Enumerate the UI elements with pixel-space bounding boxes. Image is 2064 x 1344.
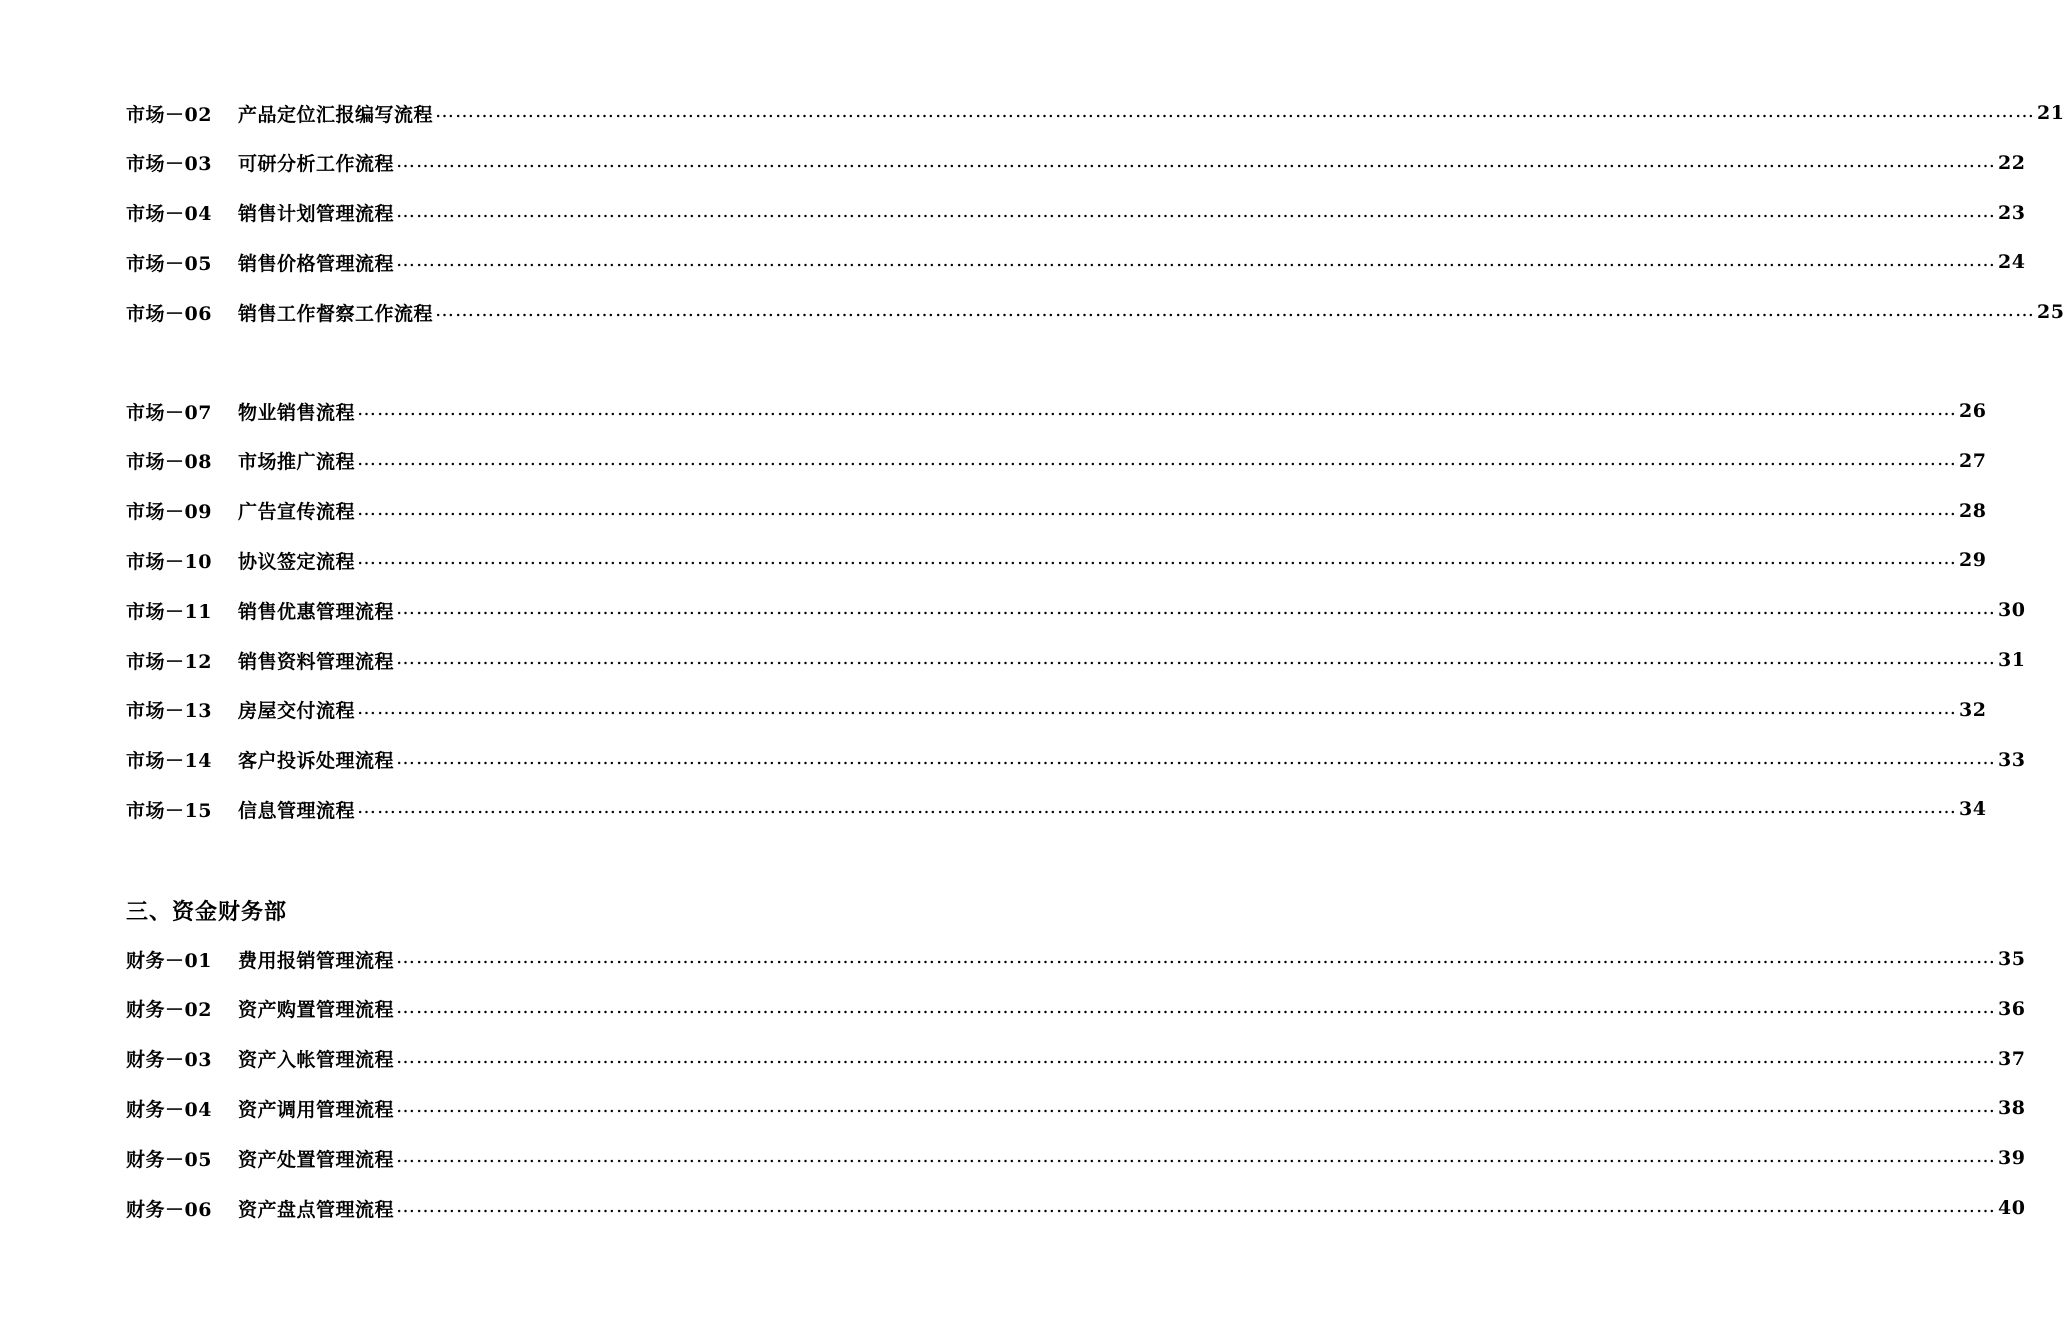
toc-entry-code: 市场－08 bbox=[126, 451, 212, 474]
toc-entry-code: 市场－04 bbox=[126, 203, 212, 226]
toc-entry-code: 财务－01 bbox=[126, 949, 212, 972]
toc-entry[interactable] bbox=[126, 297, 2064, 327]
toc-entry-code: 市场－05 bbox=[126, 252, 212, 275]
toc-dot-leader: …………………………………………………………………………………………………………………………………………………………………………………………………………………… bbox=[396, 199, 1997, 222]
toc-entry-title: 销售价格管理流程 bbox=[238, 252, 395, 275]
toc-entry-title: 可研分析工作流程 bbox=[238, 153, 395, 176]
toc-dot-leader: …………………………………………………………………………………………………………………………………………………………………………………………………………………… bbox=[396, 1045, 1997, 1068]
toc-entry[interactable] bbox=[126, 695, 1987, 725]
toc-entry-page-number: 37 bbox=[1998, 1047, 2026, 1070]
toc-entry-code: 市场－10 bbox=[126, 550, 212, 573]
toc-entry-page-number: 28 bbox=[1959, 499, 1987, 522]
toc-entry-title: 销售工作督察工作流程 bbox=[238, 302, 434, 325]
toc-entry-title: 物业销售流程 bbox=[238, 401, 356, 424]
toc-entry-page-number: 23 bbox=[1998, 201, 2026, 224]
toc-dot-leader: …………………………………………………………………………………………………………………………………………………………………………………………………………………… bbox=[396, 1145, 1997, 1168]
toc-entry-page-number: 32 bbox=[1959, 698, 1987, 721]
toc-entry[interactable] bbox=[126, 198, 2026, 228]
toc-entry-title: 产品定位汇报编写流程 bbox=[238, 103, 434, 126]
toc-entry-code: 财务－03 bbox=[126, 1049, 212, 1072]
toc-entry-title: 资产购置管理流程 bbox=[238, 999, 395, 1022]
toc-entry[interactable] bbox=[126, 645, 2026, 675]
toc-entry[interactable] bbox=[126, 1143, 2026, 1173]
toc-dot-leader: …………………………………………………………………………………………………………………………………………………………………………………………………………………… bbox=[396, 249, 1997, 272]
toc-entry-page-number: 25 bbox=[2037, 301, 2064, 324]
toc-dot-leader: …………………………………………………………………………………………………………………………………………………………………………………………………………………… bbox=[396, 1195, 1997, 1217]
toc-entry-title: 销售资料管理流程 bbox=[238, 650, 395, 673]
toc-entry-title: 费用报销管理流程 bbox=[238, 949, 395, 972]
toc-entry-code: 财务－02 bbox=[126, 999, 212, 1022]
toc-entry[interactable] bbox=[126, 148, 2026, 178]
toc-dot-leader: …………………………………………………………………………………………………………………………………………………………………………………………………………………… bbox=[396, 746, 1997, 769]
toc-entry[interactable] bbox=[126, 496, 1987, 526]
toc-entry-page-number: 33 bbox=[1998, 748, 2026, 771]
toc-entry[interactable] bbox=[126, 1093, 2026, 1123]
toc-entry-title: 协议签定流程 bbox=[238, 550, 356, 573]
toc-entry-title: 房屋交付流程 bbox=[238, 700, 356, 723]
toc-entry-title: 资产调用管理流程 bbox=[238, 1098, 395, 1121]
toc-entry-code: 市场－07 bbox=[126, 401, 212, 424]
toc-dot-leader: …………………………………………………………………………………………………………………………………………………………………………………………………………………… bbox=[396, 995, 1997, 1018]
toc-entry-title: 销售计划管理流程 bbox=[238, 203, 395, 226]
toc-entry-page-number: 40 bbox=[1998, 1197, 2026, 1219]
toc-entry-page-number: 35 bbox=[1998, 948, 2026, 970]
toc-entry-code: 市场－03 bbox=[126, 153, 212, 176]
toc-entry-title: 市场推广流程 bbox=[238, 451, 356, 474]
toc-entry-code: 市场－14 bbox=[126, 750, 212, 773]
toc-entry[interactable] bbox=[126, 396, 1987, 426]
toc-dot-leader: …………………………………………………………………………………………………………………………………………………………………………………………………………………… bbox=[435, 100, 2036, 122]
toc-entry-page-number: 22 bbox=[1998, 151, 2026, 174]
toc-entry-code: 财务－05 bbox=[126, 1148, 212, 1171]
toc-entry-page-number: 30 bbox=[1998, 599, 2026, 622]
toc-entry-title: 信息管理流程 bbox=[238, 799, 356, 822]
toc-dot-leader: …………………………………………………………………………………………………………………………………………………………………………………………………………………… bbox=[357, 696, 1958, 719]
toc-entry-code: 市场－06 bbox=[126, 302, 212, 325]
toc-entry-code: 市场－12 bbox=[126, 650, 212, 673]
toc-entry-page-number: 34 bbox=[1959, 798, 1987, 821]
toc-entry-page-number: 38 bbox=[1998, 1097, 2026, 1120]
toc-entry-page-number: 29 bbox=[1959, 549, 1987, 572]
toc-entry-title: 资产入帐管理流程 bbox=[238, 1049, 395, 1072]
toc-entry-code: 市场－02 bbox=[126, 103, 212, 126]
toc-entry-page-number: 39 bbox=[1998, 1147, 2026, 1170]
toc-entry-code: 市场－13 bbox=[126, 700, 212, 723]
toc-entry-page-number: 31 bbox=[1998, 649, 2026, 671]
toc-dot-leader: …………………………………………………………………………………………………………………………………………………………………………………………………………………… bbox=[357, 447, 1958, 470]
toc-dot-leader: …………………………………………………………………………………………………………………………………………………………………………………………………………………… bbox=[396, 647, 1997, 669]
toc-entry[interactable] bbox=[126, 994, 2026, 1024]
toc-entry-title: 客户投诉处理流程 bbox=[238, 750, 395, 773]
toc-entry-title: 资产盘点管理流程 bbox=[238, 1198, 395, 1221]
toc-dot-leader: …………………………………………………………………………………………………………………………………………………………………………………………………………………… bbox=[396, 946, 1997, 968]
toc-entry-code: 市场－09 bbox=[126, 501, 212, 524]
toc-entry-page-number: 36 bbox=[1998, 997, 2026, 1020]
toc-entry[interactable] bbox=[126, 1193, 2026, 1223]
toc-entry[interactable] bbox=[126, 98, 2064, 128]
toc-dot-leader: …………………………………………………………………………………………………………………………………………………………………………………………………………………… bbox=[435, 299, 2036, 322]
toc-dot-leader: …………………………………………………………………………………………………………………………………………………………………………………………………………………… bbox=[357, 497, 1958, 520]
toc-entry-page-number: 26 bbox=[1959, 400, 1987, 422]
toc-dot-leader: …………………………………………………………………………………………………………………………………………………………………………………………………………………… bbox=[396, 149, 1997, 172]
toc-dot-leader: …………………………………………………………………………………………………………………………………………………………………………………………………………………… bbox=[396, 597, 1997, 620]
toc-entry[interactable] bbox=[126, 944, 2026, 974]
toc-entry[interactable] bbox=[126, 247, 2026, 277]
toc-entry-title: 销售优惠管理流程 bbox=[238, 600, 395, 623]
toc-dot-leader: …………………………………………………………………………………………………………………………………………………………………………………………………………………… bbox=[357, 398, 1958, 420]
toc-entry-code: 财务－06 bbox=[126, 1198, 212, 1221]
toc-entry[interactable] bbox=[126, 1044, 2026, 1074]
toc-entry-title: 资产处置管理流程 bbox=[238, 1148, 395, 1171]
toc-entry[interactable] bbox=[126, 595, 2026, 625]
toc-entry-title: 广告宣传流程 bbox=[238, 501, 356, 524]
toc-dot-leader: …………………………………………………………………………………………………………………………………………………………………………………………………………………… bbox=[396, 1095, 1997, 1118]
toc-dot-leader: …………………………………………………………………………………………………………………………………………………………………………………………………………………… bbox=[357, 547, 1958, 570]
toc-entry-code: 市场－15 bbox=[126, 799, 212, 822]
section-heading-finance: 三、资金财务部 bbox=[126, 899, 288, 925]
toc-dot-leader: …………………………………………………………………………………………………………………………………………………………………………………………………………………… bbox=[357, 796, 1958, 819]
toc-entry[interactable] bbox=[126, 446, 1987, 476]
toc-entry-code: 财务－04 bbox=[126, 1098, 212, 1121]
toc-entry-code: 市场－11 bbox=[126, 600, 212, 623]
toc-entry-page-number: 21 bbox=[2037, 102, 2064, 124]
toc-entry[interactable] bbox=[126, 794, 1987, 824]
toc-entry-page-number: 27 bbox=[1959, 449, 1987, 472]
toc-entry[interactable] bbox=[126, 745, 2026, 775]
toc-entry[interactable] bbox=[126, 545, 1987, 575]
toc-entry-page-number: 24 bbox=[1998, 251, 2026, 274]
